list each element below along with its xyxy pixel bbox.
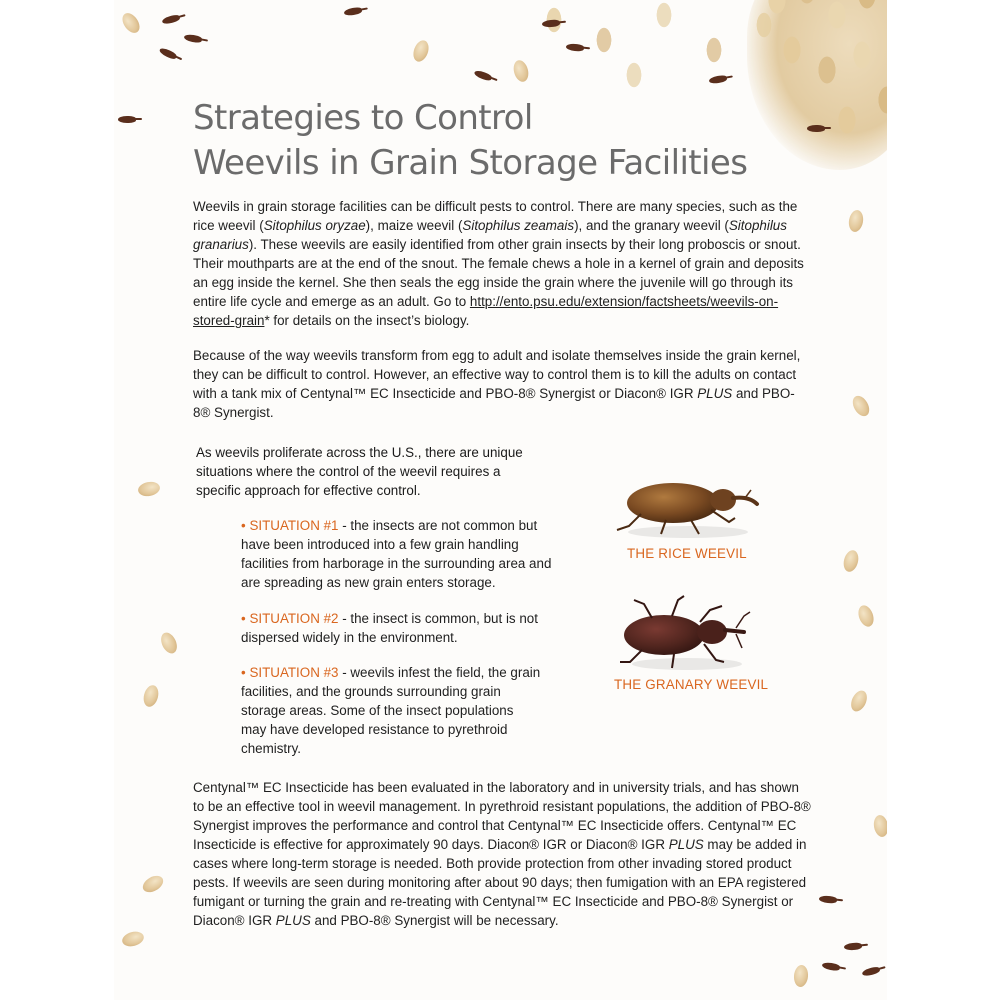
bullet-icon: •	[241, 518, 246, 533]
grain-kernel-icon	[847, 209, 865, 233]
product-suffix: PLUS	[668, 837, 704, 852]
weevil-bug-icon	[807, 125, 825, 132]
weevil-bug-icon	[819, 895, 838, 904]
product-suffix: PLUS	[275, 913, 311, 928]
grain-kernel-icon	[511, 59, 530, 84]
weevil-bug-icon	[184, 33, 203, 43]
weevil-bug-icon	[344, 6, 363, 16]
grain-kernel-icon	[141, 684, 160, 709]
grain-kernel-icon	[119, 10, 143, 36]
grain-kernel-icon	[140, 872, 166, 895]
weevil-bug-icon	[844, 942, 863, 951]
species-name: Sitophilus oryzae	[263, 218, 366, 233]
bullet-icon: •	[241, 611, 246, 626]
granary-weevil-caption: THE GRANARY WEEVIL	[614, 677, 769, 692]
situation-label: SITUATION #2	[249, 611, 339, 626]
bullet-icon: •	[241, 665, 246, 680]
separator: -	[338, 518, 351, 533]
situation-item	[241, 663, 541, 758]
granary-weevil-image	[612, 590, 762, 675]
situation-text: the insect is common, but is not dispersed widely in the environment.	[241, 611, 538, 645]
text-run: * for details on the insect’s biology.	[264, 313, 470, 328]
situation-text: weevils infest the field, the grain facilities, and the grounds surrounding grain storage areas. Some of the insect populations may have developed resistance to pyrethroid chemistry.	[241, 665, 541, 756]
summary-paragraph	[193, 778, 811, 930]
weevil-bug-icon	[473, 69, 492, 82]
situation-label: SITUATION #3	[249, 665, 339, 680]
text-run: ). These weevils are easily identified from other grain insects by their long proboscis or snout. Their mouthparts are at the end of the snout. The female chews a hole in a kernel of grain and deposits an egg inside the kernel. She then seals the egg inside the grain where the juvenile will go through its entire life cycle and emerge as an adult. Go to	[193, 237, 804, 309]
grain-kernel-icon	[841, 549, 860, 574]
text-run: Weevils in grain storage facilities can be difficult pests to control. There are many species, such as the rice weevil (	[193, 199, 798, 233]
grain-kernel-icon	[137, 480, 161, 498]
text-run: ), and the granary weevil (	[574, 218, 729, 233]
weevil-bug-icon	[158, 47, 177, 61]
situation-text: the insects are not common but have been introduced into a few grain handling facilities from harborage in the surrounding area and are spreading as new grain enters storage.	[241, 518, 552, 590]
text-run: and PBO-8® Synergist will be necessary.	[310, 913, 559, 928]
rice-weevil-caption: THE RICE WEEVIL	[627, 546, 747, 561]
title-line-2: Weevils in Grain Storage Facilities	[193, 143, 748, 183]
grain-kernel-icon	[121, 929, 146, 948]
page-title	[193, 96, 747, 186]
weevil-bug-icon	[118, 116, 136, 123]
separator: -	[338, 665, 351, 680]
text-run: Because of the way weevils transform from egg to adult and isolate themselves inside the grain kernel, they can be difficult to control. However, an effective way to control them is to kill the adults on contact with a tank mix of Centynal™ EC Insecticide and PBO-8® Synergist or Diacon® IGR	[193, 348, 801, 401]
situation-item	[241, 516, 561, 592]
rice-weevil-image	[611, 470, 766, 545]
text-run: Centynal™ EC Insecticide has been evaluated in the laboratory and in university trials, and has shown to be an effective tool in weevil management. In pyrethroid resistant populations, the addition of PBO-8® Synergist improves the performance and control that Centynal™ EC Insecticide offers. Centynal™ EC Insecticide is effective for approximately 90 days. Diacon® IGR or Diacon® IGR	[193, 780, 811, 852]
biology-link[interactable]: http://ento.psu.edu/extension/factsheets/weevils-on-stored-grain	[193, 294, 779, 328]
situations-intro: As weevils proliferate across the U.S., there are unique situations where the control of the weevil requires a specific approach for effective control.	[196, 445, 523, 498]
species-name: Sitophilus zeamais	[462, 218, 575, 233]
species-name: Sitophilus granarius	[193, 218, 787, 252]
grain-kernel-icon	[849, 393, 872, 419]
grain-kernel-icon	[793, 964, 809, 987]
product-suffix: PLUS	[697, 386, 733, 401]
separator: -	[338, 611, 351, 626]
control-paragraph	[193, 346, 811, 422]
intro-paragraph	[193, 197, 811, 330]
text-run: may be added in cases where long-term storage is needed. Both provide protection from other invading stored product pests. If weevils are seen during monitoring after about 90 days; then fumigation with an EPA registered fumigant or turning the grain and re-treating with Centynal™ EC Insecticide and PBO-8® Synergist or Diacon® IGR	[193, 837, 807, 928]
title-line-1: Strategies to Control	[193, 98, 533, 138]
grain-kernel-icon	[411, 38, 432, 63]
grain-kernel-icon	[872, 814, 887, 838]
weevil-bug-icon	[161, 14, 180, 25]
document-page	[114, 0, 887, 1000]
weevil-bug-icon	[861, 966, 880, 977]
grain-kernel-icon	[848, 688, 870, 714]
grain-kernel-icon	[856, 603, 877, 628]
weevil-bug-icon	[822, 961, 841, 971]
grain-kernel-icon	[158, 630, 180, 656]
situation-label: SITUATION #1	[249, 518, 339, 533]
text-run: ), maize weevil (	[365, 218, 463, 233]
situation-item	[241, 609, 561, 647]
text-run: and PBO-8® Synergist.	[193, 386, 795, 420]
